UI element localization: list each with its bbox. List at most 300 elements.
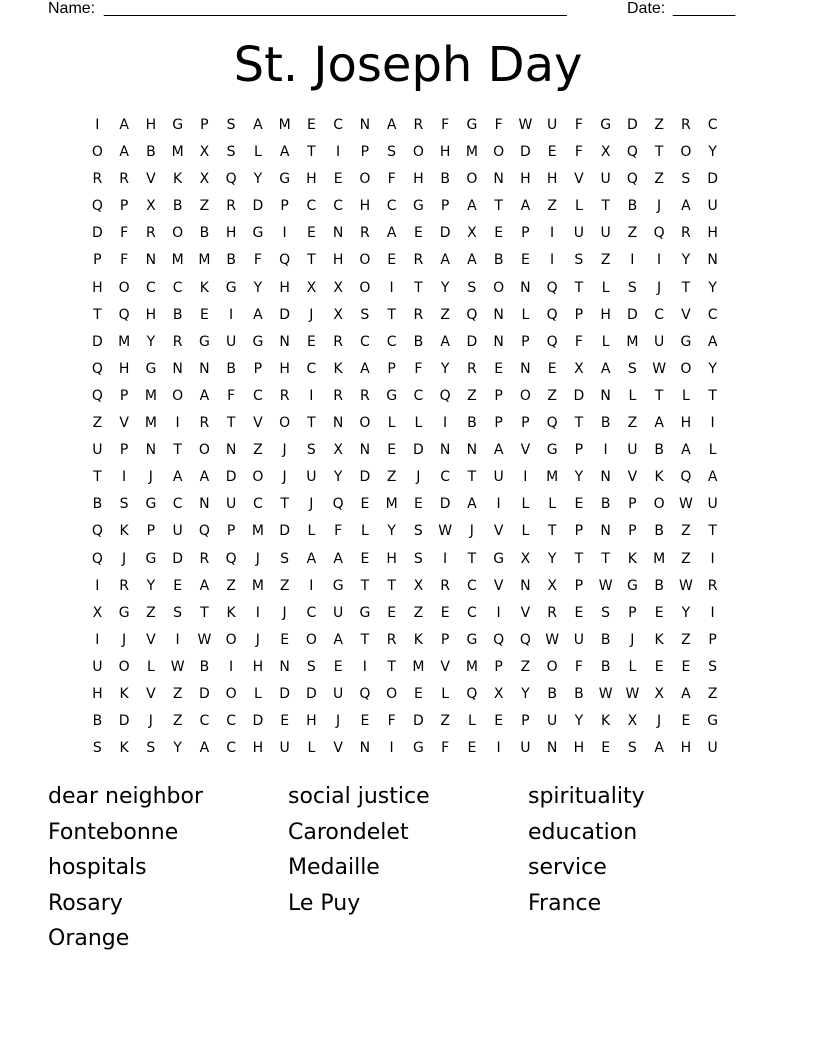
grid-letter[interactable]: T: [574, 279, 584, 296]
grid-letter[interactable]: M: [171, 252, 184, 269]
grid-letter[interactable]: S: [601, 604, 611, 621]
grid-letter[interactable]: A: [253, 306, 263, 323]
grid-letter[interactable]: O: [172, 387, 184, 404]
grid-letter[interactable]: K: [413, 631, 423, 648]
grid-letter[interactable]: D: [252, 713, 264, 730]
grid-letter[interactable]: A: [199, 740, 210, 757]
grid-letter[interactable]: T: [93, 469, 102, 486]
grid-letter[interactable]: D: [439, 496, 451, 513]
grid-letter[interactable]: T: [601, 198, 610, 215]
grid-letter[interactable]: B: [654, 442, 664, 459]
grid-letter[interactable]: E: [574, 496, 584, 513]
grid-letter[interactable]: F: [574, 117, 583, 133]
grid-letter[interactable]: Q: [546, 279, 558, 296]
grid-letter[interactable]: R: [333, 387, 343, 404]
grid-letter[interactable]: A: [253, 117, 263, 133]
grid-letter[interactable]: E: [654, 604, 664, 621]
grid-letter[interactable]: R: [440, 577, 450, 594]
grid-letter[interactable]: V: [493, 523, 504, 540]
grid-letter[interactable]: B: [226, 360, 236, 377]
grid-letter[interactable]: N: [600, 523, 611, 540]
grid-letter[interactable]: T: [574, 415, 584, 432]
grid-letter[interactable]: E: [547, 144, 557, 161]
grid-letter[interactable]: L: [521, 306, 530, 323]
grid-letter[interactable]: Q: [680, 469, 692, 486]
grid-letter[interactable]: P: [574, 442, 584, 459]
grid-letter[interactable]: D: [359, 469, 371, 486]
grid-letter[interactable]: P: [93, 252, 102, 269]
grid-letter[interactable]: Y: [253, 279, 263, 296]
grid-letter[interactable]: I: [309, 387, 314, 404]
grid-letter[interactable]: O: [519, 387, 531, 404]
grid-letter[interactable]: O: [118, 658, 130, 675]
grid-letter[interactable]: Z: [279, 577, 290, 594]
grid-letter[interactable]: N: [359, 442, 371, 459]
grid-letter[interactable]: Z: [386, 469, 397, 486]
grid-letter[interactable]: I: [389, 740, 394, 757]
grid-letter[interactable]: K: [654, 469, 664, 486]
grid-letter[interactable]: Z: [654, 171, 664, 188]
grid-letter[interactable]: P: [280, 198, 289, 215]
grid-letter[interactable]: W: [518, 117, 533, 133]
grid-letter[interactable]: M: [198, 252, 211, 269]
grid-letter[interactable]: L: [708, 442, 717, 459]
grid-letter[interactable]: D: [466, 333, 478, 350]
grid-letter[interactable]: G: [466, 117, 478, 133]
grid-letter[interactable]: D: [626, 117, 638, 133]
grid-letter[interactable]: Z: [253, 442, 263, 459]
grid-letter[interactable]: E: [387, 442, 397, 459]
grid-letter[interactable]: Y: [521, 685, 530, 702]
grid-letter[interactable]: V: [681, 306, 691, 323]
grid-letter[interactable]: G: [546, 442, 558, 459]
grid-letter[interactable]: T: [467, 550, 477, 567]
grid-letter[interactable]: J: [255, 550, 260, 567]
grid-letter[interactable]: P: [440, 198, 450, 215]
grid-letter[interactable]: S: [226, 117, 236, 133]
grid-letter[interactable]: Q: [493, 631, 505, 648]
grid-letter[interactable]: C: [707, 117, 718, 133]
grid-letter[interactable]: H: [279, 279, 290, 296]
grid-letter[interactable]: U: [493, 469, 504, 486]
grid-letter[interactable]: J: [657, 198, 662, 215]
grid-letter[interactable]: H: [252, 658, 264, 675]
grid-letter[interactable]: J: [336, 713, 341, 730]
grid-letter[interactable]: N: [279, 333, 290, 350]
grid-letter[interactable]: U: [172, 523, 183, 540]
grid-letter[interactable]: D: [91, 333, 103, 350]
grid-letter[interactable]: P: [253, 360, 263, 377]
grid-letter[interactable]: X: [627, 713, 638, 730]
grid-letter[interactable]: T: [708, 387, 717, 404]
grid-letter[interactable]: T: [280, 496, 289, 513]
grid-letter[interactable]: B: [600, 658, 611, 675]
grid-letter[interactable]: M: [251, 577, 264, 594]
grid-letter[interactable]: A: [199, 387, 210, 404]
grid-letter[interactable]: C: [466, 577, 477, 594]
grid-letter[interactable]: I: [630, 252, 635, 269]
grid-letter[interactable]: M: [251, 523, 264, 540]
grid-letter[interactable]: I: [362, 658, 367, 675]
grid-letter[interactable]: M: [144, 415, 157, 432]
grid-letter[interactable]: I: [229, 658, 234, 675]
grid-letter[interactable]: S: [627, 740, 637, 757]
grid-letter[interactable]: H: [306, 713, 317, 730]
grid-letter[interactable]: O: [359, 171, 371, 188]
grid-letter[interactable]: J: [657, 279, 662, 296]
grid-letter[interactable]: Q: [91, 550, 103, 567]
grid-letter[interactable]: Z: [172, 685, 183, 702]
grid-letter[interactable]: R: [547, 604, 557, 621]
grid-letter[interactable]: L: [307, 740, 316, 757]
grid-letter[interactable]: G: [466, 631, 478, 648]
grid-letter[interactable]: P: [521, 713, 530, 730]
grid-letter[interactable]: Q: [198, 523, 210, 540]
grid-letter[interactable]: D: [626, 306, 638, 323]
grid-letter[interactable]: U: [547, 117, 558, 133]
grid-letter[interactable]: X: [306, 279, 317, 296]
grid-letter[interactable]: R: [467, 360, 477, 377]
grid-letter[interactable]: P: [574, 577, 584, 594]
grid-letter[interactable]: E: [333, 171, 343, 188]
grid-letter[interactable]: K: [173, 171, 183, 188]
grid-letter[interactable]: E: [280, 713, 290, 730]
grid-letter[interactable]: D: [707, 171, 719, 188]
grid-letter[interactable]: I: [710, 604, 715, 621]
grid-letter[interactable]: H: [413, 171, 424, 188]
grid-letter[interactable]: I: [523, 469, 528, 486]
grid-letter[interactable]: H: [600, 306, 611, 323]
grid-letter[interactable]: O: [91, 144, 103, 161]
grid-letter[interactable]: X: [654, 685, 664, 702]
grid-letter[interactable]: W: [197, 631, 212, 648]
grid-letter[interactable]: M: [412, 658, 425, 675]
grid-letter[interactable]: E: [387, 252, 397, 269]
grid-letter[interactable]: P: [708, 631, 717, 648]
grid-letter[interactable]: U: [92, 442, 103, 459]
grid-letter[interactable]: O: [225, 685, 237, 702]
grid-letter[interactable]: Q: [91, 360, 103, 377]
grid-letter[interactable]: Q: [519, 631, 531, 648]
grid-letter[interactable]: N: [493, 171, 504, 188]
grid-letter[interactable]: L: [548, 496, 557, 513]
grid-letter[interactable]: P: [146, 523, 156, 540]
grid-letter[interactable]: J: [469, 523, 474, 540]
grid-letter[interactable]: Q: [91, 523, 103, 540]
grid-letter[interactable]: Z: [547, 198, 557, 215]
grid-letter[interactable]: F: [414, 360, 423, 377]
grid-letter[interactable]: C: [386, 333, 397, 350]
grid-letter[interactable]: I: [95, 577, 100, 594]
grid-letter[interactable]: T: [414, 279, 423, 296]
letter-grid[interactable]: [84, 112, 726, 762]
grid-letter[interactable]: W: [652, 360, 667, 377]
grid-letter[interactable]: Q: [626, 144, 638, 161]
grid-letter[interactable]: G: [225, 279, 237, 296]
grid-letter[interactable]: A: [440, 333, 450, 350]
grid-letter[interactable]: E: [440, 604, 450, 621]
grid-letter[interactable]: U: [333, 685, 344, 702]
grid-letter[interactable]: O: [466, 171, 478, 188]
grid-letter[interactable]: U: [707, 496, 718, 513]
grid-letter[interactable]: S: [708, 658, 718, 675]
grid-letter[interactable]: Y: [547, 550, 557, 567]
grid-letter[interactable]: J: [122, 631, 127, 648]
grid-letter[interactable]: I: [496, 604, 501, 621]
grid-letter[interactable]: G: [412, 740, 424, 757]
grid-letter[interactable]: K: [226, 604, 236, 621]
grid-letter[interactable]: O: [546, 658, 558, 675]
grid-letter[interactable]: L: [628, 658, 637, 675]
grid-letter[interactable]: H: [439, 144, 451, 161]
grid-letter[interactable]: D: [439, 225, 451, 242]
grid-letter[interactable]: T: [307, 252, 316, 269]
grid-letter[interactable]: F: [387, 171, 396, 188]
grid-letter[interactable]: S: [146, 740, 156, 757]
grid-letter[interactable]: Z: [654, 117, 664, 133]
grid-letter[interactable]: B: [600, 496, 611, 513]
grid-letter[interactable]: Z: [681, 523, 691, 540]
grid-letter[interactable]: Z: [413, 604, 424, 621]
grid-letter[interactable]: D: [252, 198, 264, 215]
grid-letter[interactable]: Z: [92, 415, 103, 432]
grid-letter[interactable]: B: [226, 252, 236, 269]
grid-letter[interactable]: Z: [199, 198, 210, 215]
grid-letter[interactable]: E: [601, 740, 611, 757]
grid-letter[interactable]: G: [359, 604, 371, 621]
grid-letter[interactable]: I: [496, 740, 501, 757]
grid-letter[interactable]: F: [441, 117, 450, 133]
grid-letter[interactable]: N: [359, 117, 371, 133]
grid-letter[interactable]: Z: [600, 252, 611, 269]
grid-letter[interactable]: G: [145, 550, 157, 567]
grid-letter[interactable]: M: [385, 496, 398, 513]
grid-letter[interactable]: T: [467, 469, 477, 486]
grid-letter[interactable]: R: [360, 225, 370, 242]
grid-letter[interactable]: J: [309, 496, 314, 513]
grid-letter[interactable]: N: [145, 442, 157, 459]
grid-letter[interactable]: G: [172, 117, 184, 133]
grid-letter[interactable]: N: [199, 360, 210, 377]
grid-letter[interactable]: B: [547, 685, 557, 702]
grid-letter[interactable]: I: [443, 415, 448, 432]
grid-letter[interactable]: Q: [225, 550, 237, 567]
grid-letter[interactable]: A: [119, 117, 129, 133]
grid-letter[interactable]: E: [681, 658, 691, 675]
grid-letter[interactable]: C: [199, 713, 210, 730]
grid-letter[interactable]: R: [279, 387, 290, 404]
grid-letter[interactable]: P: [119, 198, 129, 215]
grid-letter[interactable]: G: [386, 387, 398, 404]
grid-letter[interactable]: V: [333, 740, 343, 757]
grid-letter[interactable]: M: [653, 550, 666, 567]
grid-letter[interactable]: V: [493, 577, 504, 594]
grid-letter[interactable]: R: [360, 387, 370, 404]
grid-letter[interactable]: N: [172, 360, 183, 377]
grid-letter[interactable]: M: [465, 144, 478, 161]
grid-letter[interactable]: R: [119, 577, 129, 594]
grid-letter[interactable]: Q: [332, 496, 344, 513]
grid-letter[interactable]: A: [681, 685, 691, 702]
grid-letter[interactable]: L: [681, 387, 690, 404]
grid-letter[interactable]: R: [119, 171, 129, 188]
grid-letter[interactable]: Y: [387, 523, 396, 540]
grid-letter[interactable]: S: [280, 550, 290, 567]
grid-letter[interactable]: P: [119, 387, 129, 404]
grid-letter[interactable]: Z: [681, 550, 691, 567]
grid-letter[interactable]: R: [172, 333, 183, 350]
grid-letter[interactable]: X: [547, 577, 557, 594]
grid-letter[interactable]: T: [360, 631, 370, 648]
grid-letter[interactable]: F: [253, 252, 262, 269]
grid-letter[interactable]: D: [91, 225, 103, 242]
grid-letter[interactable]: Z: [627, 225, 638, 242]
grid-letter[interactable]: L: [360, 523, 369, 540]
grid-letter[interactable]: L: [467, 713, 476, 730]
grid-letter[interactable]: O: [305, 631, 317, 648]
grid-letter[interactable]: R: [707, 577, 718, 594]
grid-letter[interactable]: B: [574, 685, 584, 702]
grid-letter[interactable]: V: [253, 415, 263, 432]
grid-letter[interactable]: Y: [574, 713, 584, 730]
grid-letter[interactable]: Y: [708, 144, 717, 161]
grid-letter[interactable]: Q: [466, 685, 478, 702]
grid-letter[interactable]: F: [120, 225, 129, 242]
grid-letter[interactable]: G: [600, 117, 612, 133]
grid-letter[interactable]: G: [626, 577, 638, 594]
grid-letter[interactable]: C: [172, 496, 183, 513]
grid-letter[interactable]: Q: [439, 387, 451, 404]
grid-letter[interactable]: K: [199, 279, 209, 296]
grid-letter[interactable]: A: [306, 550, 317, 567]
grid-letter[interactable]: D: [279, 685, 291, 702]
grid-letter[interactable]: M: [626, 333, 639, 350]
grid-letter[interactable]: A: [360, 360, 370, 377]
grid-letter[interactable]: C: [252, 496, 263, 513]
grid-letter[interactable]: X: [199, 144, 210, 161]
grid-letter[interactable]: C: [172, 279, 183, 296]
grid-letter[interactable]: H: [546, 171, 558, 188]
grid-letter[interactable]: D: [412, 713, 424, 730]
grid-letter[interactable]: A: [333, 550, 343, 567]
grid-letter[interactable]: C: [333, 198, 344, 215]
grid-letter[interactable]: J: [630, 631, 635, 648]
grid-letter[interactable]: D: [198, 685, 210, 702]
grid-letter[interactable]: A: [440, 252, 450, 269]
grid-letter[interactable]: Z: [627, 415, 638, 432]
grid-letter[interactable]: A: [279, 144, 290, 161]
grid-letter[interactable]: N: [493, 333, 504, 350]
grid-letter[interactable]: M: [118, 333, 131, 350]
grid-letter[interactable]: R: [199, 550, 210, 567]
grid-letter[interactable]: N: [466, 442, 478, 459]
grid-letter[interactable]: S: [92, 740, 102, 757]
grid-letter[interactable]: I: [122, 469, 127, 486]
grid-letter[interactable]: E: [413, 496, 423, 513]
grid-letter[interactable]: W: [598, 577, 613, 594]
grid-letter[interactable]: U: [573, 631, 584, 648]
grid-letter[interactable]: P: [387, 360, 396, 377]
grid-letter[interactable]: U: [707, 198, 718, 215]
grid-letter[interactable]: B: [627, 198, 638, 215]
grid-letter[interactable]: Y: [440, 279, 450, 296]
grid-letter[interactable]: L: [441, 685, 450, 702]
grid-letter[interactable]: N: [359, 740, 371, 757]
grid-letter[interactable]: Q: [546, 306, 558, 323]
grid-letter[interactable]: O: [359, 252, 371, 269]
grid-letter[interactable]: O: [225, 631, 237, 648]
grid-letter[interactable]: C: [333, 117, 344, 133]
grid-letter[interactable]: B: [413, 333, 424, 350]
grid-letter[interactable]: Y: [681, 252, 691, 269]
grid-letter[interactable]: O: [412, 144, 424, 161]
grid-letter[interactable]: Q: [91, 198, 103, 215]
grid-letter[interactable]: X: [493, 685, 504, 702]
grid-letter[interactable]: B: [440, 171, 450, 188]
grid-letter[interactable]: E: [306, 333, 316, 350]
grid-letter[interactable]: T: [708, 523, 717, 540]
grid-letter[interactable]: A: [333, 631, 343, 648]
grid-letter[interactable]: Z: [172, 713, 183, 730]
grid-letter[interactable]: F: [574, 658, 583, 675]
grid-letter[interactable]: T: [360, 577, 370, 594]
grid-letter[interactable]: T: [387, 577, 396, 594]
grid-letter[interactable]: J: [148, 469, 153, 486]
grid-letter[interactable]: J: [282, 442, 287, 459]
grid-letter[interactable]: O: [493, 144, 505, 161]
grid-letter[interactable]: K: [333, 360, 343, 377]
grid-letter[interactable]: G: [118, 604, 130, 621]
grid-letter[interactable]: X: [333, 306, 343, 323]
grid-letter[interactable]: C: [440, 469, 451, 486]
grid-letter[interactable]: I: [336, 144, 341, 161]
grid-letter[interactable]: E: [306, 117, 316, 133]
grid-letter[interactable]: A: [386, 117, 397, 133]
grid-letter[interactable]: D: [279, 523, 291, 540]
grid-letter[interactable]: O: [653, 496, 665, 513]
grid-letter[interactable]: G: [332, 577, 344, 594]
grid-letter[interactable]: E: [494, 225, 504, 242]
grid-letter[interactable]: R: [146, 225, 156, 242]
grid-letter[interactable]: L: [253, 685, 262, 702]
grid-letter[interactable]: L: [628, 387, 637, 404]
grid-letter[interactable]: O: [252, 469, 264, 486]
grid-letter[interactable]: P: [119, 442, 129, 459]
grid-letter[interactable]: P: [574, 523, 584, 540]
grid-letter[interactable]: R: [413, 306, 424, 323]
grid-letter[interactable]: Q: [91, 387, 103, 404]
grid-letter[interactable]: P: [440, 631, 450, 648]
grid-letter[interactable]: E: [494, 713, 504, 730]
grid-letter[interactable]: L: [521, 496, 530, 513]
grid-letter[interactable]: O: [279, 415, 291, 432]
grid-letter[interactable]: B: [600, 631, 611, 648]
grid-letter[interactable]: F: [387, 713, 396, 730]
grid-letter[interactable]: E: [199, 306, 209, 323]
grid-letter[interactable]: I: [309, 577, 314, 594]
grid-letter[interactable]: D: [279, 306, 291, 323]
grid-letter[interactable]: H: [118, 360, 130, 377]
grid-letter[interactable]: J: [657, 713, 662, 730]
grid-letter[interactable]: A: [493, 442, 504, 459]
grid-letter[interactable]: N: [707, 252, 718, 269]
grid-letter[interactable]: L: [574, 198, 583, 215]
grid-letter[interactable]: Q: [118, 306, 130, 323]
grid-letter[interactable]: U: [279, 740, 290, 757]
grid-letter[interactable]: W: [438, 523, 453, 540]
grid-letter[interactable]: I: [175, 415, 180, 432]
grid-letter[interactable]: K: [119, 685, 129, 702]
